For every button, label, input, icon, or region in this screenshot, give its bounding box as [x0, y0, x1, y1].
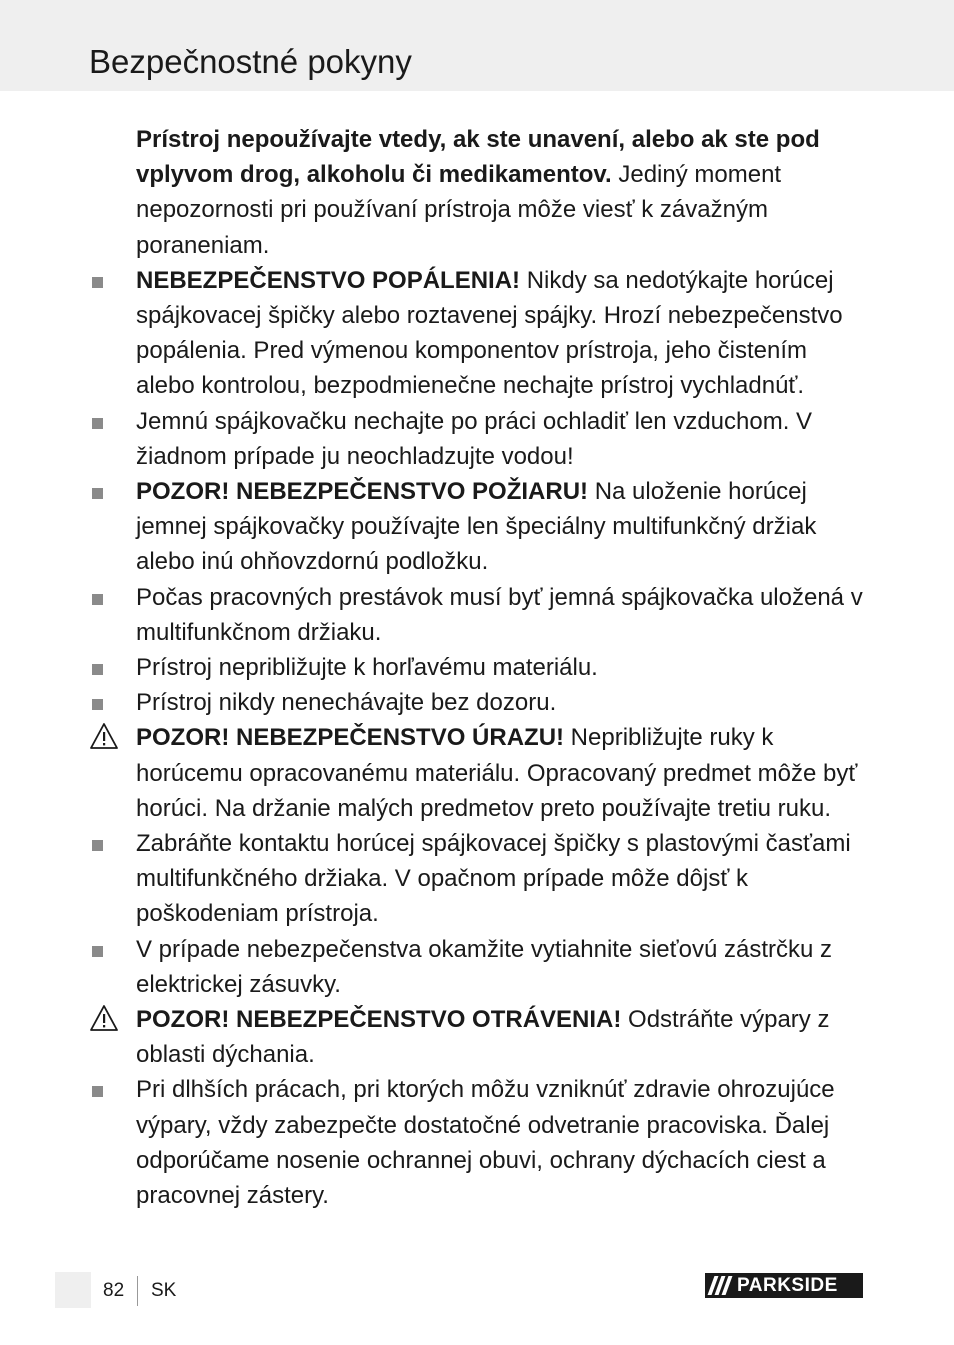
item-text: Počas pracovných prestávok musí byť jemná spájkovačka uložená v multifunkčnom držiaku.: [136, 583, 863, 646]
list-item: [89, 263, 869, 404]
item-text: Pri dlhších prácach, pri ktorých môžu vzniknúť zdravie ohrozujúce výpary, vždy zabezpečte dostatočné odvetranie pracoviska. Ďalej odporúčame nosenie ochrannej obuvi, ochrany dýchacích ciest a pracovnej zástery.: [136, 1076, 835, 1210]
bullet-square-icon: [89, 580, 119, 615]
page-header: [0, 0, 954, 91]
item-text: NEBEZPEČENSTVO POPÁLENIA! Nikdy sa nedotýkajte horúcej spájkovacej špičky alebo roztavenej spájky. Hrozí nebezpečenstvo popálenia. Pred výmenou komponentov prístroja, jeho čistením alebo kontrolou, bezpodmienečne nechajte prístroj vychladnúť.: [136, 266, 843, 400]
item-text: Jemnú spájkovačku nechajte po práci ochladiť len vzduchom. V žiadnom prípade ju neochladzujte vodou!: [136, 407, 813, 470]
warning-triangle-icon: [89, 1002, 119, 1037]
parkside-logo: [705, 1273, 863, 1298]
warning-triangle-icon: [89, 720, 119, 755]
list-item: [89, 1002, 869, 1072]
list-item: [89, 650, 869, 685]
bullet-square-icon: [89, 474, 119, 509]
logo-stripes-icon: [705, 1273, 737, 1298]
list-item: [89, 122, 869, 263]
item-text: Prístroj nepoužívajte vtedy, ak ste unavení, alebo ak ste pod vplyvom drog, alkoholu či medikamentov. Jediný moment nepozornosti pri používaní prístroja môže viesť k závažným poraneniam.: [136, 126, 820, 259]
list-item: [89, 932, 869, 1002]
list-item: [89, 720, 869, 826]
bullet-square-icon: [89, 404, 119, 439]
bullet-square-icon: [89, 685, 119, 720]
bullet-square-icon: [89, 263, 119, 298]
page-number: 82: [103, 1280, 125, 1301]
language-code: SK: [151, 1280, 177, 1301]
item-text: V prípade nebezpečenstva okamžite vytiahnite sieťovú zástrčku z elektrickej zásuvky.: [136, 935, 833, 998]
page-title: Bezpečnostné pokyny: [89, 43, 412, 80]
item-text: Zabráňte kontaktu horúcej spájkovacej špičky s plastovými časťami multifunkčného držiaka. V opačnom prípade môže dôjsť k poškodeniam prístroja.: [136, 830, 851, 928]
item-text: POZOR! NEBEZPEČENSTVO OTRÁVENIA! Odstráňte výpary z oblasti dýchania.: [136, 1006, 830, 1069]
footer-tab: [55, 1272, 91, 1308]
safety-list: [89, 122, 869, 1213]
bullet-square-icon: [89, 650, 119, 685]
bullet-square-icon: [89, 826, 119, 861]
bullet-square-icon: [89, 1072, 119, 1107]
list-item: [89, 826, 869, 932]
list-item: [89, 404, 869, 474]
item-text: Prístroj nikdy nenechávajte bez dozoru.: [136, 689, 557, 717]
list-item: [89, 474, 869, 580]
footer-divider: [137, 1276, 138, 1306]
item-text: POZOR! NEBEZPEČENSTVO POŽIARU! Na uloženie horúcej jemnej spájkovačky používajte len špeciálny multifunkčný držiak alebo inú ohňovzdornú podložku.: [136, 478, 817, 576]
list-item: [89, 685, 869, 720]
logo-brand-text: PARKSIDE: [737, 1275, 838, 1296]
item-text: Prístroj nepribližujte k horľavému materiálu.: [136, 654, 598, 682]
list-item: [89, 580, 869, 650]
list-item: [89, 1072, 869, 1213]
item-text: POZOR! NEBEZPEČENSTVO ÚRAZU! Nepribližujte ruky k horúcemu opracovanému materiálu. Opracovaný predmet môže byť horúci. Na držanie malých predmetov preto používajte tretiu ruku.: [136, 724, 858, 822]
bullet-square-icon: [89, 932, 119, 967]
